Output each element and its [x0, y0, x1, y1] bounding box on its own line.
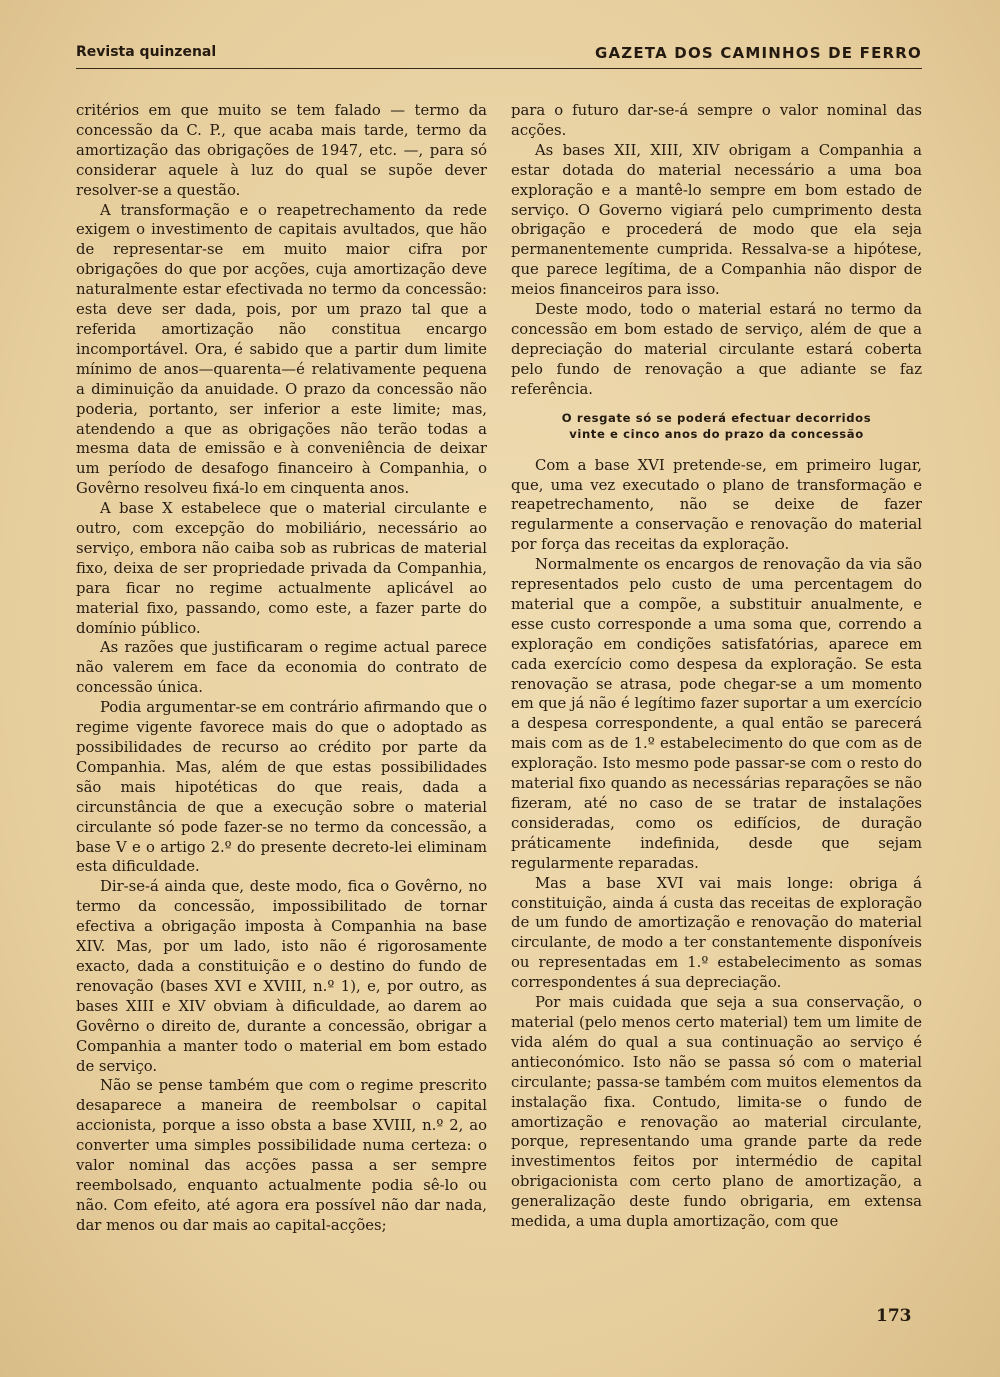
paragraph: Por mais cuidada que seja a sua conservação, o material (pelo menos certo material) tem um limite de vida além do qual a sua continuação ao serviço é antieconómico. Isto não se passa só com o material circulante; passa-se também com muitos elementos da instalação fixa. Contudo, limita-se o fundo de amortização e renovação ao material circulante, porque, representando uma grande parte da rede investimentos feitos por intermédio de capital obrigacionista com certo plano de amortização, a generalização deste fundo obrigaria, em extensa medida, a uma dupla amortização, com que [511, 994, 922, 1231]
paragraph: Podia argumentar-se em contrário afirmando que o regime vigente favorece mais do que o adoptado as possibilidades de recurso ao crédito por parte da Companhia. Mas, além de que estas possibilidades são mais hipotéticas do que reais, dada a circunstância de que a execução sobre o material circulante só pode fazer-se no termo da concessão, a base V e o artigo 2.º do presente decreto-lei eliminam esta dificuldade. [76, 699, 487, 876]
paragraph: Mas a base XVI vai mais longe: obriga á constituição, ainda á custa das receitas de exploração de um fundo de amortização e renovação do material circulante, de modo a ter constantemente disponíveis ou representadas em 1.º estabelecimento as somas correspondentes á sua depreciação. [511, 874, 922, 992]
paragraph: As razões que justificaram o regime actual parece não valerem em face da economia do contrato de concessão única. [76, 639, 487, 697]
paragraph: Dir-se-á ainda que, deste modo, fica o Govêrno, no termo da concessão, impossibilitado de tornar efectiva a obrigação imposta à Companhia na base XIV. Mas, por um lado, isto não é rigorosamente exacto, dada a constituição e o destino do fundo de renovação (bases XVI e XVIII, n.º 1), e, por outro, as bases XIII e XIV obviam à dificuldade, ao darem ao Govêrno o direito de, durante a concessão, obrigar a Companhia a manter todo o material em bom estado de serviço. [76, 878, 487, 1075]
right-column [511, 101, 922, 1296]
paragraph: Com a base XVI pretende-se, em primeiro lugar, que, uma vez executado o plano de transformação e reapetrechamento, não se deixe de fazer regularmente a conservação e renovação do material por força das receitas da exploração. [511, 456, 922, 554]
paragraph: A base X estabelece que o material circulante e outro, com excepção do mobiliário, necessário ao serviço, embora não caiba sob as rubricas de material fixo, deixa de ser propriedade privada da Companhia, para ficar no regime actualmente aplicável ao material fixo, passando, como este, a fazer parte do domínio público. [76, 500, 487, 637]
paragraph: Não se pense também que com o regime prescrito desaparece a maneira de reembolsar o capital accionista, porque a isso obsta a base XVIII, n.º 2, ao converter uma simples possibilidade numa certeza: o valor nominal das acções passa a ser sempre reembolsado, enquanto actualmente podia sê-lo ou não. Com efeito, até agora era possível não dar nada, dar menos ou dar mais ao capital-acções; [76, 1077, 487, 1234]
paragraph: A transformação e o reapetrechamento da rede exigem o investimento de capitais avultados, que hão de representar-se em muito maior cifra por obrigações do que por acções, cuja amortização deve naturalmente estar efectivada no termo da concessão: esta deve ser dada, pois, por um prazo tal que a referida amortização não constitua encargo incomportável. Ora, é sabido que a partir dum limite mínimo de anos—quarenta—é relativamente pequena a diminuição da anuidade. O prazo da concessão não poderia, portanto, ser inferior a este limite; mas, atendendo a que as obrigações não terão todas a mesma data de emissão e à conveniência de deixar um período de desafogo financeiro à Companhia, o Govêrno resolveu fixá-lo em cinquenta anos. [76, 201, 487, 498]
paragraph: critérios em que muito se tem falado — termo da concessão da C. P., que acaba mais tarde, termo da amortização das obrigações de 1947, etc. —, para só considerar aquele à luz do qual se supõe dever resolver-se a questão. [76, 102, 487, 199]
running-header [76, 40, 922, 69]
left-column [76, 101, 487, 1296]
paragraph: As bases XII, XIII, XIV obrigam a Companhia a estar dotada do material necessário a uma boa exploração e a mantê-lo sempre em bom estado de serviço. O Governo vigiará pelo cumprimento desta obrigação e procederá de modo que ela seja permanentemente cumprida. Ressalva-se a hipótese, que parece legítima, de a Companhia não dispor de meios financeiros para isso. [511, 141, 922, 299]
header-journal-title: GAZETA DOS CAMINHOS DE FERRO [594, 44, 922, 62]
paragraph: Normalmente os encargos de renovação da via são representados pelo custo de uma percentagem do material que a compõe, a substituir anualmente, e esse custo corresponde a uma soma que, correndo a exploração em condições satisfatórias, aparece em cada exercício como despesa da exploração. Se esta renovação se atrasa, pode chegar-se a um momento em que já não é legítimo fazer suportar a um exercício a despesa correspondente, a qual então se parecerá mais com as de 1.º estabelecimento do que com as de exploração. Isto mesmo pode passar-se com o resto do material fixo quando as necessárias reparações se não fizeram, até no caso de se tratar de instalações consideradas, como os edifícios, de duração práticamente indefinida, desde que sejam regularmente reparadas. [511, 556, 922, 872]
subheading-line: vinte e cinco anos do prazo da concessão [569, 426, 864, 441]
page-number: 173 [876, 1306, 912, 1326]
subheading-line: O resgate só se poderá efectuar decorridos [561, 410, 872, 425]
paragraph: Deste modo, todo o material estará no termo da concessão em bom estado de serviço, além de que a depreciação do material circulante estará coberta pelo fundo de renovação a que adiante se faz referência. [511, 301, 922, 398]
header-periodicity: Revista quinzenal [76, 44, 217, 60]
paragraph: para o futuro dar-se-á sempre o valor nominal das acções. [511, 102, 922, 139]
section-subheading [515, 410, 918, 442]
